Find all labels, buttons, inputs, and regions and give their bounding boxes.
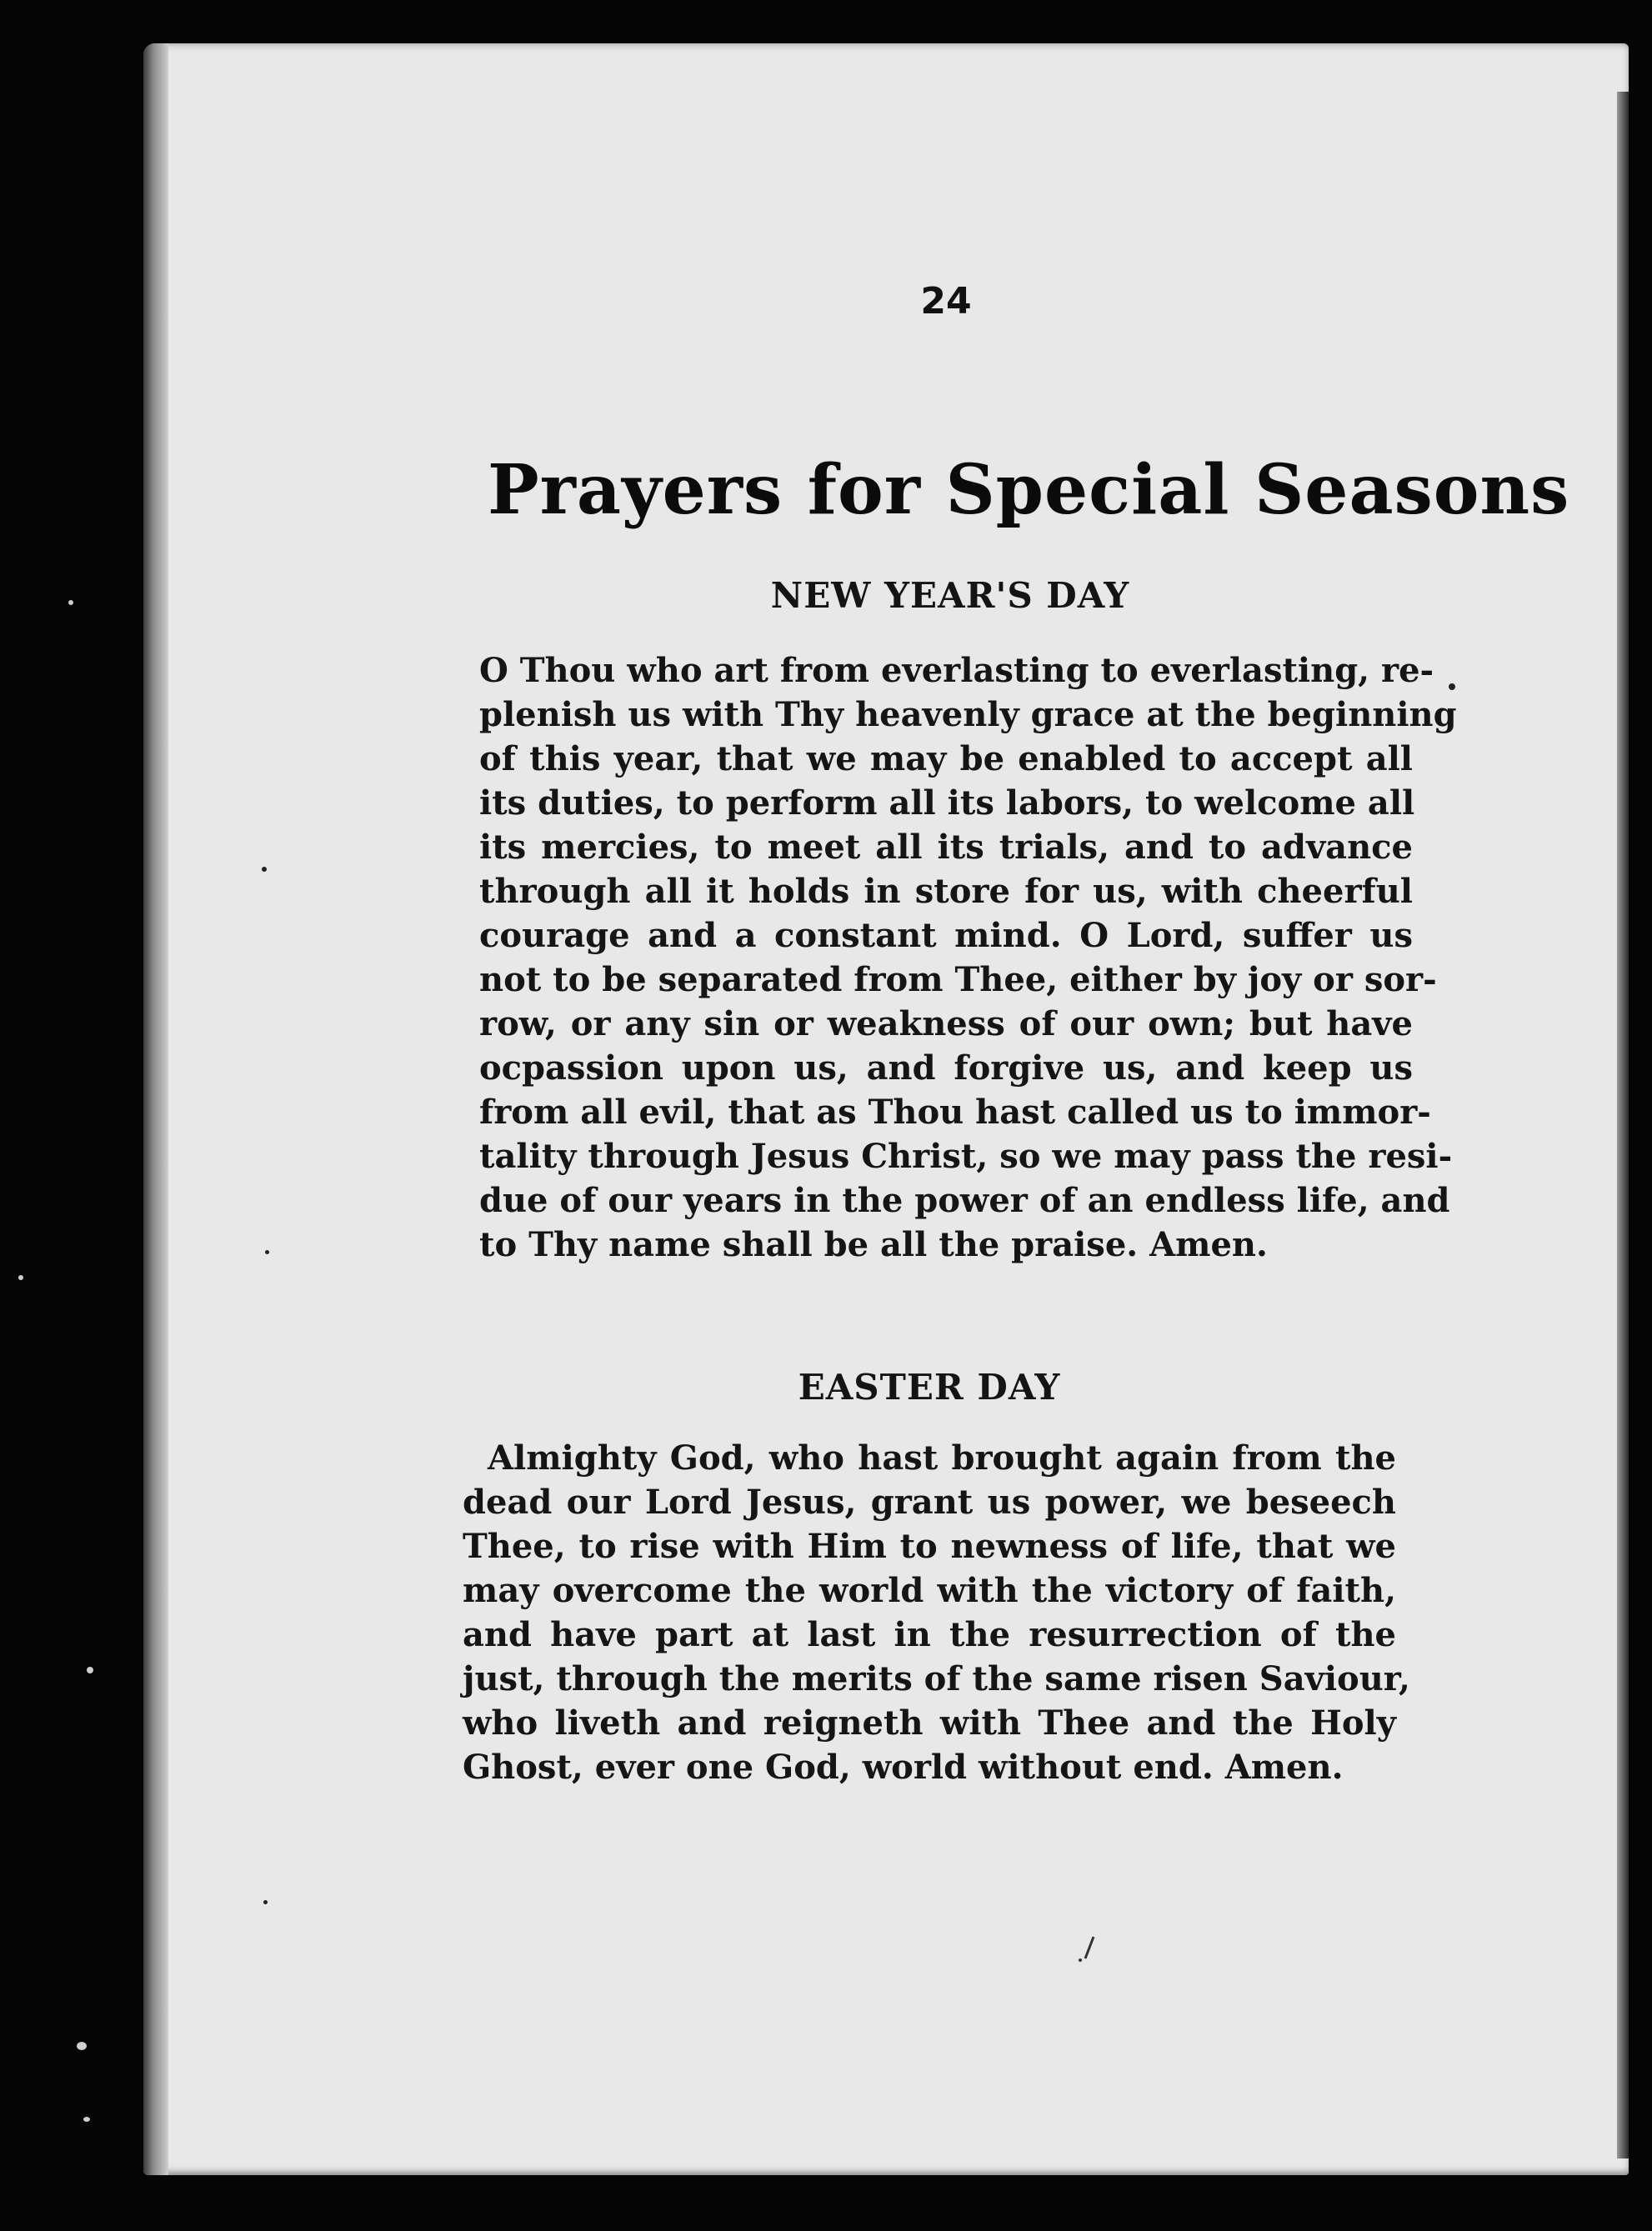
text-line: row, or any sin or weakness of our own; but have xyxy=(479,1004,1413,1043)
scan-dust xyxy=(83,2117,90,2122)
text-line: tality through Jesus Christ, so we may pass the resi- xyxy=(479,1137,1453,1176)
pencil-mark xyxy=(1075,1933,1100,1967)
scan-dust xyxy=(87,1667,93,1673)
text-line: to Thy name shall be all the praise. Amen. xyxy=(479,1225,1268,1264)
prayer-new-years-day xyxy=(479,648,1457,1267)
text-line: who liveth and reigneth with Thee and the Holy xyxy=(463,1703,1396,1743)
page-number: 24 xyxy=(920,280,972,323)
scan-speck xyxy=(263,1900,268,1904)
text-line: courage and a constant mind. O Lord, suffer us xyxy=(479,916,1413,955)
text-line: and have part at last in the resurrection of the xyxy=(463,1615,1396,1654)
scan-speck xyxy=(1449,683,1455,690)
section-heading-easter-day: EASTER DAY xyxy=(798,1367,1061,1408)
text-line: its mercies, to meet all its trials, and to advance xyxy=(479,828,1413,867)
page-left-edge xyxy=(143,43,168,2175)
text-line: from all evil, that as Thou hast called us to immor- xyxy=(479,1093,1431,1132)
text-line: not to be separated from Thee, either by joy or sor- xyxy=(479,960,1437,999)
page-right-edge xyxy=(1617,92,1629,2158)
text-line: Almighty God, who hast brought again from the xyxy=(488,1438,1396,1478)
page-title: Prayers for Special Seasons xyxy=(488,450,1570,530)
section-heading-new-years-day: NEW YEAR'S DAY xyxy=(770,575,1130,616)
text-line: Ghost, ever one God, world without end. Amen. xyxy=(463,1748,1344,1787)
text-line: plenish us with Thy heavenly grace at the beginning xyxy=(479,695,1457,734)
text-line: Thee, to rise with Him to newness of life, that we xyxy=(463,1527,1396,1566)
text-line: may overcome the world with the victory of faith, xyxy=(463,1571,1396,1610)
scan-speck xyxy=(265,1250,269,1254)
text-line: due of our years in the power of an endless life, and xyxy=(479,1181,1450,1220)
text-line: just, through the merits of the same risen Saviour, xyxy=(463,1659,1410,1698)
text-line: of this year, that we may be enabled to accept all xyxy=(479,739,1413,778)
scan-dust xyxy=(68,600,73,605)
text-line: its duties, to perform all its labors, to welcome all xyxy=(479,783,1415,823)
scan-speck xyxy=(262,867,267,872)
text-line: dead our Lord Jesus, grant us power, we beseech xyxy=(463,1483,1396,1522)
prayer-easter-day xyxy=(463,1436,1410,1789)
text-line: ocpassion upon us, and forgive us, and keep us xyxy=(479,1048,1413,1088)
text-line: O Thou who art from everlasting to everlasting, re- xyxy=(479,651,1434,690)
scan-dust xyxy=(18,1275,23,1280)
text-line: through all it holds in store for us, with cheerful xyxy=(479,872,1413,911)
scan-dust xyxy=(77,2042,87,2050)
